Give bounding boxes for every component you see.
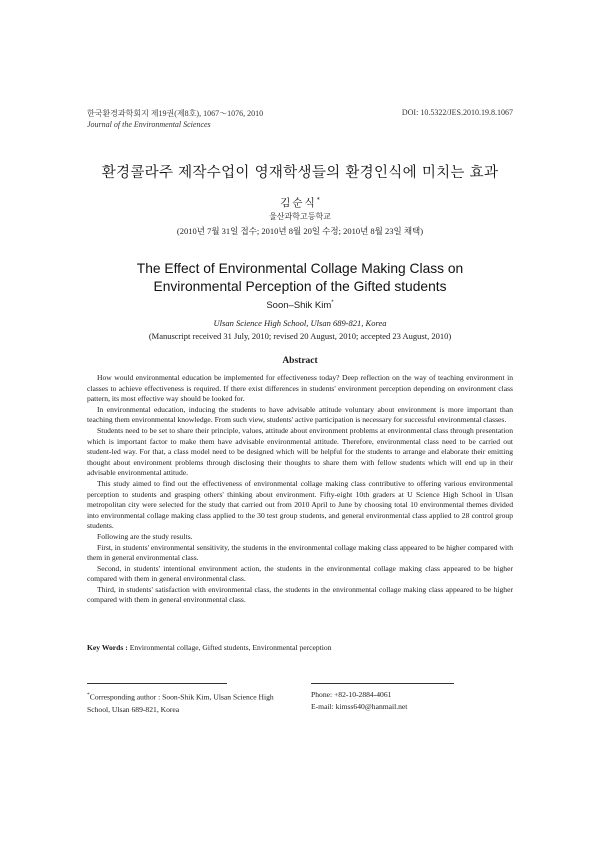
english-title-line-1: The Effect of Environmental Collage Making Class on — [136, 261, 464, 276]
author-footnote-mark: * — [316, 196, 320, 204]
english-title-line-2: Environmental Perception of the Gifted students — [153, 279, 447, 294]
korean-author — [0, 195, 600, 210]
abstract-paragraph: Following are the study results. — [97, 531, 193, 541]
corresponding-line-1 — [87, 689, 307, 704]
keywords — [87, 643, 513, 652]
footnote-divider-left — [87, 683, 227, 684]
korean-dates: (2010년 7월 31일 접수; 2010년 8월 20일 수정; 2010년 8월 23일 채택) — [176, 226, 424, 236]
journal-korean-citation: 한국환경과학회지 제19권(제8호), 1067～1076, 2010 — [87, 109, 264, 118]
korean-author-name: 김순식 — [280, 197, 317, 209]
keywords-label: Key Words : — [87, 643, 130, 652]
contact-footnote — [311, 689, 511, 713]
abstract-paragraph: How would environmental education be implemented for effectiveness today? Deep reflection on the way of teaching environment in classes to achieve effectiveness is required. If there exist differences in students' environment perception depending on environment class pattern, its most effective way should be looked for. — [87, 373, 513, 404]
english-title — [0, 260, 600, 296]
english-dates: (Manuscript received 31 July, 2010; revised 20 August, 2010; accepted 23 August, 2010) — [148, 331, 452, 341]
corresponding-author-footnote — [87, 689, 307, 716]
english-author-footnote-mark: * — [331, 300, 334, 306]
english-affiliation: Ulsan Science High School, Ulsan 689-821, Korea — [213, 318, 387, 328]
abstract-paragraph: In environmental education, inducing the students to have advisable attitude voluntary about environment is more important than teaching them environmental knowledge. From such view, students' active participation is necessary for successful environmental classes. — [87, 404, 513, 425]
abstract-paragraph: Students need to be set to share their principle, values, attitude about environment problems at environmental class through presentation which is important factor to make them have advisable environmental attitude. Therefore, environmental class need to be carried out student-led way. For that, a class model need to be designed which will be helpful for the students to arrange and elaborate their emitting thought about environment problems through disclosing their thoughts to share them with fellow students which will end up in their advisable environmental attitude. — [87, 425, 513, 478]
abstract-paragraph: Third, in students' satisfaction with environmental class, the students in the environmental collage making class appeared to be higher compared with them in general environmental class. — [87, 584, 513, 605]
email-link[interactable]: E-mail: kimss640@hanmail.net — [311, 702, 408, 711]
abstract-heading: Abstract — [282, 356, 318, 366]
footnote-divider-right — [311, 683, 454, 684]
english-author-name: Soon–Shik Kim — [266, 300, 332, 312]
abstract-paragraph: Second, in students' intentional environment action, the students in the environmental collage making class appeared to be higher compared with them in general environmental class. — [87, 563, 513, 584]
abstract-paragraph: This study aimed to find out the effectiveness of environmental collage making class contributive to offering various environmental perception to students and grasping others' thinking about environment. Fifty-eight 10th graders at U Science High School in Ulsan metropolitan city were selected for the study that carried out from 2010 April to June by choosing total 10 environmental themes divided into environmental collage making class applied to the 30 test group students, and general environmental class applied to 28 control group students. — [87, 478, 513, 531]
abstract-body — [87, 373, 513, 606]
corresponding-line-2: School, Ulsan 689-821, Korea — [87, 704, 180, 714]
abstract-paragraph: First, in students' environmental sensitivity, the students in the environmental collage making class appeared to be higher compared with them in general environmental class. — [87, 542, 513, 563]
korean-title: 환경콜라주 제작수업이 영재학생들의 환경인식에 미치는 효과 — [101, 165, 499, 181]
journal-english-name: Journal of the Environmental Sciences — [87, 120, 211, 129]
corresponding-author-text: Corresponding author : Soon-Shik Kim, Ulsan Science High — [89, 692, 274, 702]
korean-affiliation: 울산과학고등학교 — [269, 212, 331, 221]
english-author — [0, 300, 600, 311]
keywords-text: Environmental collage, Gifted students, Environmental perception — [129, 643, 332, 652]
doi-label[interactable]: DOI: 10.5322/JES.2010.19.8.1067 — [401, 108, 513, 117]
journal-header — [87, 108, 263, 130]
footnote-mark: * — [87, 692, 90, 698]
phone-text: Phone: +82-10-2884-4061 — [311, 690, 392, 699]
